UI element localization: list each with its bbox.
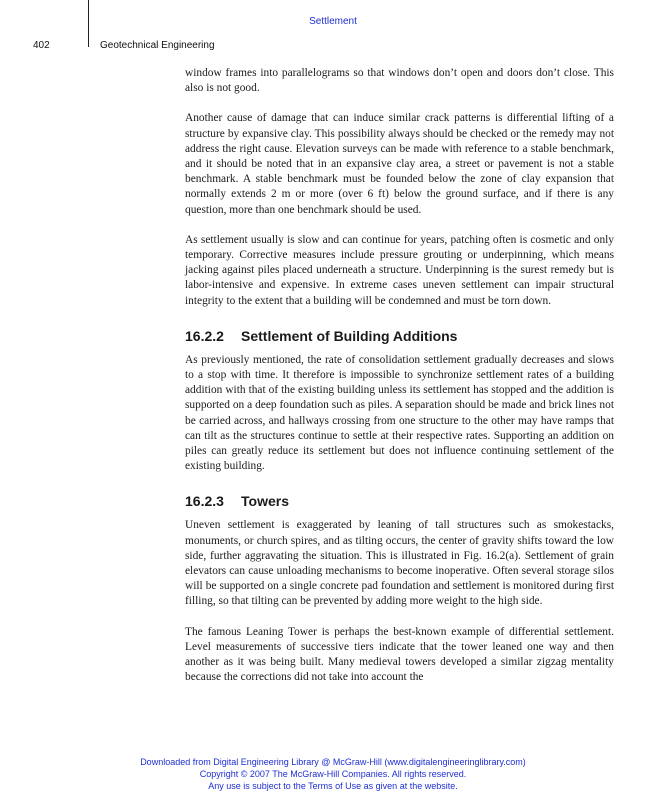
paragraph: As settlement usually is slow and can continue for years, patching often is cosmetic and only temporary. Corrective measures include pressure grouting or underpinning, which means jacking against piles placed underneath a structure. Underpinning is the surest remedy but is labor-intensive and expensive. In extreme cases uneven settlement can impair structural integrity to the extent that a building will be condemned and must be torn down.	[185, 233, 614, 307]
section-number: 16.2.2	[185, 327, 224, 344]
section-heading	[185, 493, 614, 510]
paragraph: window frames into parallelograms so that windows don’t open and doors don’t close. This also is not good.	[185, 67, 614, 95]
paragraph: The famous Leaning Tower is perhaps the best-known example of differential settlement. Level measurements of successive tiers indicate that the tower leaned one way and then another as it was being built. Many medieval towers developed a similar zigzag mentality because the corrections did not take into account the	[185, 625, 614, 684]
footer-download-link[interactable]: Downloaded from Digital Engineering Library @ McGraw-Hill (www.digitalengineeringlibrary.com)	[140, 757, 526, 767]
running-title: Settlement	[309, 16, 357, 27]
footer-copyright: Copyright © 2007 The McGraw-Hill Companies. All rights reserved.	[199, 769, 467, 779]
footer	[0, 756, 666, 792]
section-number: 16.2.3	[185, 493, 224, 510]
header-divider	[88, 0, 89, 47]
paragraph: As previously mentioned, the rate of consolidation settlement gradually decreases and slows to a stop with time. It therefore is impossible to synchronize settlement rates of a building addition with that of the existing building unless its settlement has stopped and the addition is supported on a deep foundation such as piles. A separation should be made and brick lines not be carried across, and hallways crossing from one structure to the other may have ramps that can tilt as the structures continue to settle at their respective rates. Supporting an addition on piles can greatly reduce its settlement but does not influence continuing settlement of the existing building.	[185, 353, 614, 473]
section-title: Settlement of Building Additions	[241, 327, 458, 344]
paragraph: Uneven settlement is exaggerated by leaning of tall structures such as smokestacks, monuments, or church spires, and as tilting occurs, the center of gravity shifts toward the low side, further aggravating the situation. This is illustrated in Fig. 16.2(a). Settlement of grain elevators can cause unloading mechanisms to become inoperative. Often several storage silos will be supported on a single concrete pad foundation and settlement is monitored during first filling, so that tilting can be prevented by adding more weight to the high side.	[185, 519, 614, 608]
paragraph: Another cause of damage that can induce similar crack patterns is differential lifting of a structure by expansive clay. This possibility always should be checked or the remedy may not address the right cause. Elevation surveys can be made with reference to a stable benchmark, and it should be noted that in an expansive clay area, a street or pavement is not a stable benchmark. A stable benchmark must be founded below the zone of clay expansion that normally extends 2 m or more (over 6 ft) below the ground surface, and if there is any question, more than one benchmark should be used.	[185, 112, 614, 216]
footer-terms-link[interactable]: Any use is subject to the Terms of Use as given at the website.	[208, 781, 458, 791]
page-number: 402	[33, 40, 50, 51]
book-title: Geotechnical Engineering	[100, 40, 215, 51]
page-body	[185, 66, 614, 701]
section-title: Towers	[241, 493, 289, 510]
section-heading	[185, 328, 614, 345]
